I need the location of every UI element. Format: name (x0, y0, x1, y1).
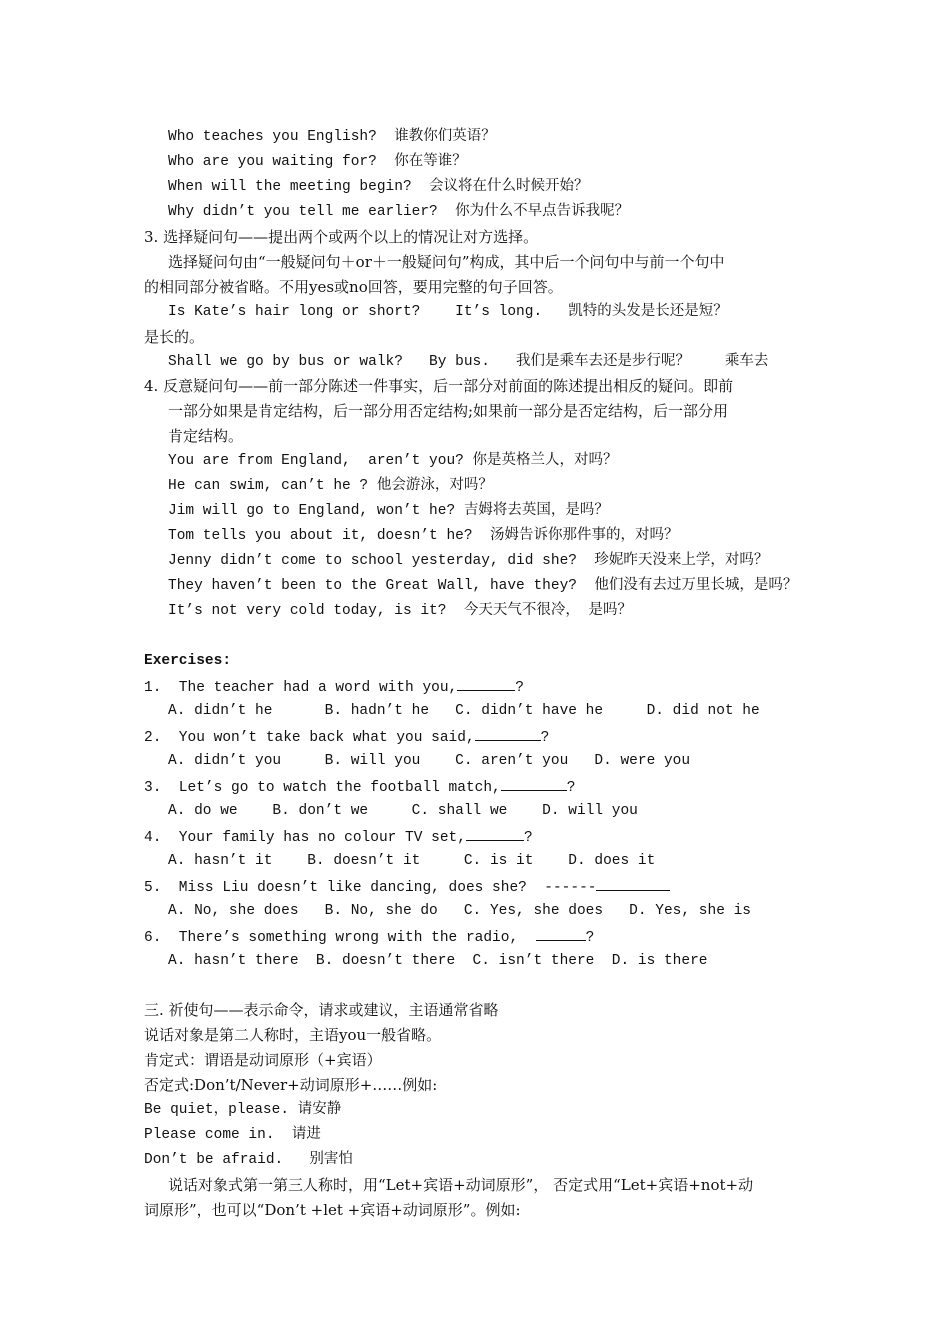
tag-example: It’s not very cold today, is it? 今天天气不很冷， 是吗？ (168, 603, 633, 619)
answer-blank (475, 725, 541, 741)
tag-example: They haven’t been to the Great Wall, have they? 他们没有去过万里长城，是吗？ (168, 578, 798, 594)
exercises-title: Exercises: (144, 653, 232, 669)
answer-blank (501, 775, 567, 791)
imperative-example: Be quiet，please. 请安静 (144, 1102, 342, 1118)
answer-blank (536, 925, 586, 941)
tag-example: Jim will go to England, won’t he? 吉姆将去英国，是吗？ (168, 503, 609, 519)
tag-question-description: 肯定结构。 (168, 427, 244, 445)
wh-example: Why didn’t you tell me earlier? 你为什么不早点告诉我呢？ (168, 204, 630, 220)
choice-example: Is Kate’s hair long or short? It’s long. 凯特的头发是长还是短？ (168, 304, 728, 320)
answer-blank (596, 875, 670, 891)
imperative-paragraph: 说话对象式第一第三人称时，用“Let+宾语+动词原形”， 否定式用“Let+宾语+not+动 (168, 1176, 754, 1194)
tag-example: You are from England, aren’t you? 你是英格兰人，对吗？ (168, 453, 618, 469)
tag-example: Tom tells you about it, doesn’t he? 汤姆告诉你那件事的，对吗？ (168, 528, 679, 544)
exercise-options: A. No, she does B. No, she do C. Yes, she does D. Yes, she is (168, 903, 751, 919)
tag-example: Jenny didn’t come to school yesterday, did she? 珍妮昨天没来上学，对吗？ (168, 553, 769, 569)
imperative-line: 否定式:Don’t/Never+动词原形+……例如: (144, 1076, 438, 1094)
answer-blank (457, 675, 515, 691)
tag-question-heading: 4. 反意疑问句——前一部分陈述一件事实，后一部分对前面的陈述提出相反的疑问。即前 (144, 377, 734, 395)
wh-example: When will the meeting begin? 会议将在什么时候开始？ (168, 179, 589, 195)
tag-example: He can swim, can’t he ? 他会游泳，对吗？ (168, 478, 493, 494)
imperative-paragraph: 词原形”，也可以“Don’t +let +宾语+动词原形”。例如: (144, 1201, 521, 1219)
exercise-question: 2. You won’t take back what you said, ? (144, 725, 549, 747)
exercise-question: 6. There’s something wrong with the radio, ? (144, 925, 594, 947)
choice-question-description: 选择疑问句由“一般疑问句＋or＋一般疑问句”构成，其中后一个问句中与前一个句中 (168, 253, 725, 271)
wh-example: Who teaches you English? 谁教你们英语？ (168, 129, 496, 145)
exercise-options: A. do we B. don’t we C. shall we D. will you (168, 803, 638, 819)
imperative-example: Please come in. 请进 (144, 1127, 321, 1143)
exercise-options: A. hasn’t there B. doesn’t there C. isn’t there D. is there (168, 953, 708, 969)
imperative-line: 肯定式：谓语是动词原形（+宾语） (144, 1051, 382, 1069)
exercise-question: 3. Let’s go to watch the football match, ? (144, 775, 575, 797)
choice-example: 是长的。 (144, 328, 205, 346)
imperative-heading: 三. 祈使句——表示命令，请求或建议，主语通常省略 (144, 1001, 499, 1019)
imperative-example: Don’t be afraid. 别害怕 (144, 1152, 353, 1168)
choice-question-heading: 3. 选择疑问句——提出两个或两个以上的情况让对方选择。 (144, 228, 539, 246)
choice-question-description: 的相同部分被省略。不用yes或no回答，要用完整的句子回答。 (144, 278, 563, 296)
exercise-options: A. hasn’t it B. doesn’t it C. is it D. does it (168, 853, 656, 869)
choice-example: Shall we go by bus or walk? By bus. 我们是乘车去还是步行呢？ 乘车去 (168, 354, 769, 370)
tag-question-description: 一部分如果是肯定结构，后一部分用否定结构;如果前一部分是否定结构，后一部分用 (168, 402, 729, 420)
exercise-options: A. didn’t he B. hadn’t he C. didn’t have he D. did not he (168, 703, 760, 719)
exercise-question: 5. Miss Liu doesn’t like dancing, does she? ------ (144, 875, 670, 897)
imperative-line: 说话对象是第二人称时，主语you一般省略。 (144, 1026, 442, 1044)
exercise-options: A. didn’t you B. will you C. aren’t you D. were you (168, 753, 691, 769)
exercise-question: 1. The teacher had a word with you, ? (144, 675, 524, 697)
exercise-question: 4. Your family has no colour TV set, ? (144, 825, 533, 847)
wh-example: Who are you waiting for? 你在等谁？ (168, 154, 467, 170)
answer-blank (466, 825, 524, 841)
